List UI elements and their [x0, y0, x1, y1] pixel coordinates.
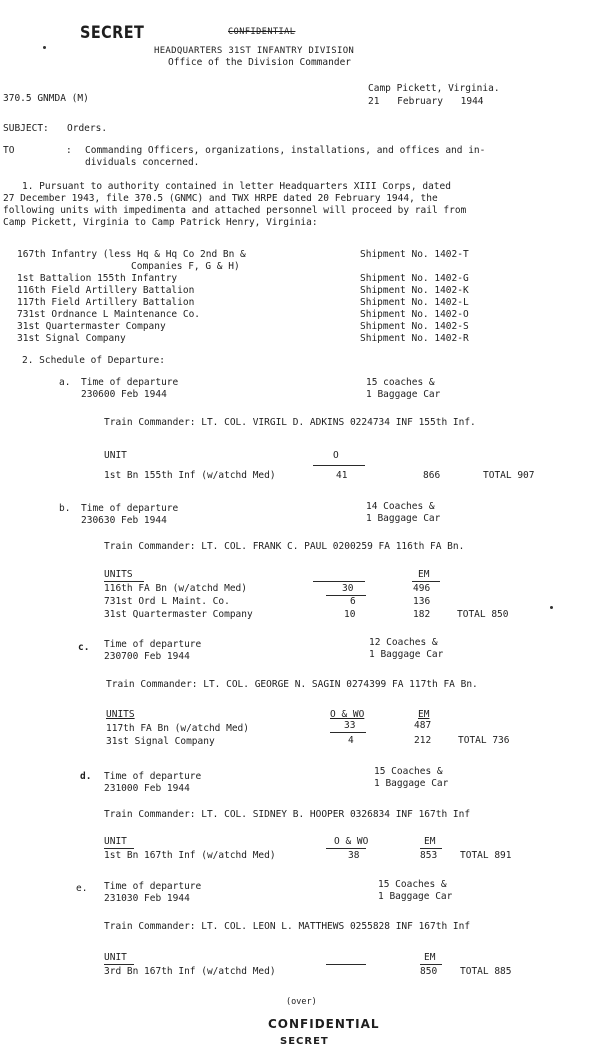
para1-line-4: Camp Pickett, Virginia to Camp Patrick Henry, Virginia: — [3, 217, 318, 228]
coach-count: 14 Coaches & — [366, 501, 435, 512]
coach-count: 15 Coaches & — [378, 879, 447, 890]
col-unit: UNIT — [104, 836, 127, 847]
schedule-letter: a. — [59, 377, 71, 388]
col-officers: O — [333, 450, 339, 461]
to-label: TO — [3, 145, 15, 156]
row-officers: 33 — [344, 720, 356, 731]
unit-name: Companies F, G & H) — [131, 261, 240, 272]
row-total: TOTAL 907 — [483, 470, 535, 481]
to-line-1: Commanding Officers, organizations, installations, and offices and in- — [85, 145, 486, 156]
coach-count: 12 Coaches & — [369, 637, 438, 648]
unit-name: 116th Field Artillery Battalion — [17, 285, 195, 296]
subject-label: SUBJECT: — [3, 123, 49, 134]
row-em: 182 — [413, 609, 431, 620]
unit-name: 1st Battalion 155th Infantry — [17, 273, 178, 284]
row-em: 496 — [413, 583, 431, 594]
row-total: TOTAL 885 — [460, 966, 512, 977]
row-officers: 4 — [348, 735, 354, 746]
hq-line: HEADQUARTERS 31ST INFANTRY DIVISION — [154, 46, 355, 56]
column-rule — [104, 848, 134, 849]
row-unit: 1st Bn 167th Inf (w/atchd Med) — [104, 850, 276, 861]
train-commander: Train Commander: LT. COL. FRANK C. PAUL 0200259 FA 116th FA Bn. — [104, 541, 465, 552]
row-em: 866 — [423, 470, 441, 481]
train-commander: Train Commander: LT. COL. LEON L. MATTHEWS 0255828 INF 167th Inf — [104, 921, 471, 932]
footer-confidential-stamp: CONFIDENTIAL — [268, 1017, 380, 1031]
unit-shipment: Shipment No. 1402-O — [360, 309, 469, 320]
col-unit: UNITS — [106, 709, 135, 720]
unit-name: 31st Quartermaster Company — [17, 321, 166, 332]
column-rule — [330, 732, 366, 733]
column-rule — [420, 848, 442, 849]
unit-name: 167th Infantry (less Hq & Hq Co 2nd Bn & — [17, 249, 246, 260]
column-rule — [104, 581, 144, 582]
punch-mark — [43, 46, 46, 49]
row-total: TOTAL 736 — [458, 735, 510, 746]
time-label: Time of departure — [81, 503, 179, 514]
time-label: Time of departure — [81, 377, 179, 388]
baggage-car: 1 Baggage Car — [378, 891, 453, 902]
departure-time: 230630 Feb 1944 — [81, 515, 167, 526]
row-unit: 31st Signal Company — [106, 736, 215, 747]
row-officers: 30 — [342, 583, 354, 594]
row-unit: 117th FA Bn (w/atchd Med) — [106, 723, 249, 734]
train-commander: Train Commander: LT. COL. GEORGE N. SAGIN 0274399 FA 117th FA Bn. — [106, 679, 478, 690]
row-em: 136 — [413, 596, 431, 607]
to-colon: : — [66, 145, 72, 156]
footer-secret-stamp: SECRET — [280, 1036, 329, 1047]
train-commander: Train Commander: LT. COL. SIDNEY B. HOOPER 0326834 INF 167th Inf — [104, 809, 471, 820]
row-em: 853 — [420, 850, 438, 861]
over-note: (over) — [286, 997, 317, 1007]
time-label: Time of departure — [104, 881, 202, 892]
col-officers: O & WO — [330, 709, 365, 720]
unit-name: 117th Field Artillery Battalion — [17, 297, 195, 308]
unit-shipment: Shipment No. 1402-R — [360, 333, 469, 344]
row-unit: 1st Bn 155th Inf (w/atchd Med) — [104, 470, 276, 481]
col-officers: O & WO — [334, 836, 369, 847]
schedule-letter: d. — [80, 771, 92, 782]
para1-line-2: 27 December 1943, file 370.5 (GNMC) and TWX HRPE dated 20 February 1944, the — [3, 193, 438, 204]
coach-count: 15 coaches & — [366, 377, 435, 388]
row-officers: 38 — [348, 850, 360, 861]
col-unit: UNITS — [104, 569, 133, 580]
unit-shipment: Shipment No. 1402-G — [360, 273, 469, 284]
column-rule — [412, 581, 440, 582]
time-label: Time of departure — [104, 639, 202, 650]
office-line: Office of the Division Commander — [168, 57, 352, 68]
row-total: TOTAL 850 — [457, 609, 509, 620]
row-em: 850 — [420, 966, 438, 977]
departure-time: 230600 Feb 1944 — [81, 389, 167, 400]
punch-mark — [550, 606, 553, 609]
schedule-letter: c. — [78, 642, 90, 653]
unit-shipment: Shipment No. 1402-S — [360, 321, 469, 332]
time-label: Time of departure — [104, 771, 202, 782]
train-commander: Train Commander: LT. COL. VIRGIL D. ADKINS 0224734 INF 155th Inf. — [104, 417, 476, 428]
baggage-car: 1 Baggage Car — [374, 778, 449, 789]
departure-time: 231030 Feb 1944 — [104, 893, 190, 904]
column-rule — [326, 848, 366, 849]
unit-shipment: Shipment No. 1402-K — [360, 285, 469, 296]
coach-count: 15 Coaches & — [374, 766, 443, 777]
column-rule — [420, 964, 442, 965]
row-unit: 31st Quartermaster Company — [104, 609, 253, 620]
col-unit: UNIT — [104, 952, 127, 963]
para2-heading: 2. Schedule of Departure: — [22, 355, 165, 366]
col-em: EM — [424, 836, 436, 847]
confidential-mark: CONFIDENTIAL — [228, 27, 296, 37]
row-unit: 3rd Bn 167th Inf (w/atchd Med) — [104, 966, 276, 977]
unit-name: 31st Signal Company — [17, 333, 126, 344]
unit-shipment: Shipment No. 1402-T — [360, 249, 469, 260]
col-unit: UNIT — [104, 450, 127, 461]
departure-time: 230700 Feb 1944 — [104, 651, 190, 662]
unit-shipment: Shipment No. 1402-L — [360, 297, 469, 308]
unit-name: 731st Ordnance L Maintenance Co. — [17, 309, 201, 320]
row-total: TOTAL 891 — [460, 850, 512, 861]
row-unit: 116th FA Bn (w/atchd Med) — [104, 583, 247, 594]
col-em: EM — [418, 709, 430, 720]
column-rule — [313, 581, 365, 582]
subject-text: Orders. — [67, 123, 108, 134]
departure-time: 231000 Feb 1944 — [104, 783, 190, 794]
column-rule — [326, 595, 366, 596]
row-em: 212 — [414, 735, 432, 746]
column-rule — [104, 964, 134, 965]
schedule-letter: e. — [76, 883, 88, 894]
col-em: EM — [418, 569, 430, 580]
row-officers: 10 — [344, 609, 356, 620]
row-officers: 41 — [336, 470, 348, 481]
row-unit: 731st Ord L Maint. Co. — [104, 596, 230, 607]
to-line-2: dividuals concerned. — [85, 157, 200, 168]
column-rule — [326, 964, 366, 965]
classification-mark: SECRET — [80, 23, 145, 43]
para1-line-1: 1. Pursuant to authority contained in letter Headquarters XIII Corps, dated — [22, 181, 451, 192]
file-reference: 370.5 GNMDA (M) — [3, 93, 89, 104]
baggage-car: 1 Baggage Car — [369, 649, 444, 660]
baggage-car: 1 Baggage Car — [366, 389, 441, 400]
baggage-car: 1 Baggage Car — [366, 513, 441, 524]
para1-line-3: following units with impedimenta and attached personnel will proceed by rail from — [3, 205, 467, 216]
col-em: EM — [424, 952, 436, 963]
date-line: 21 February 1944 — [368, 96, 484, 107]
column-rule — [313, 465, 365, 466]
row-em: 487 — [414, 720, 432, 731]
place-line: Camp Pickett, Virginia. — [368, 83, 500, 94]
schedule-letter: b. — [59, 503, 71, 514]
row-officers: 6 — [350, 596, 356, 607]
